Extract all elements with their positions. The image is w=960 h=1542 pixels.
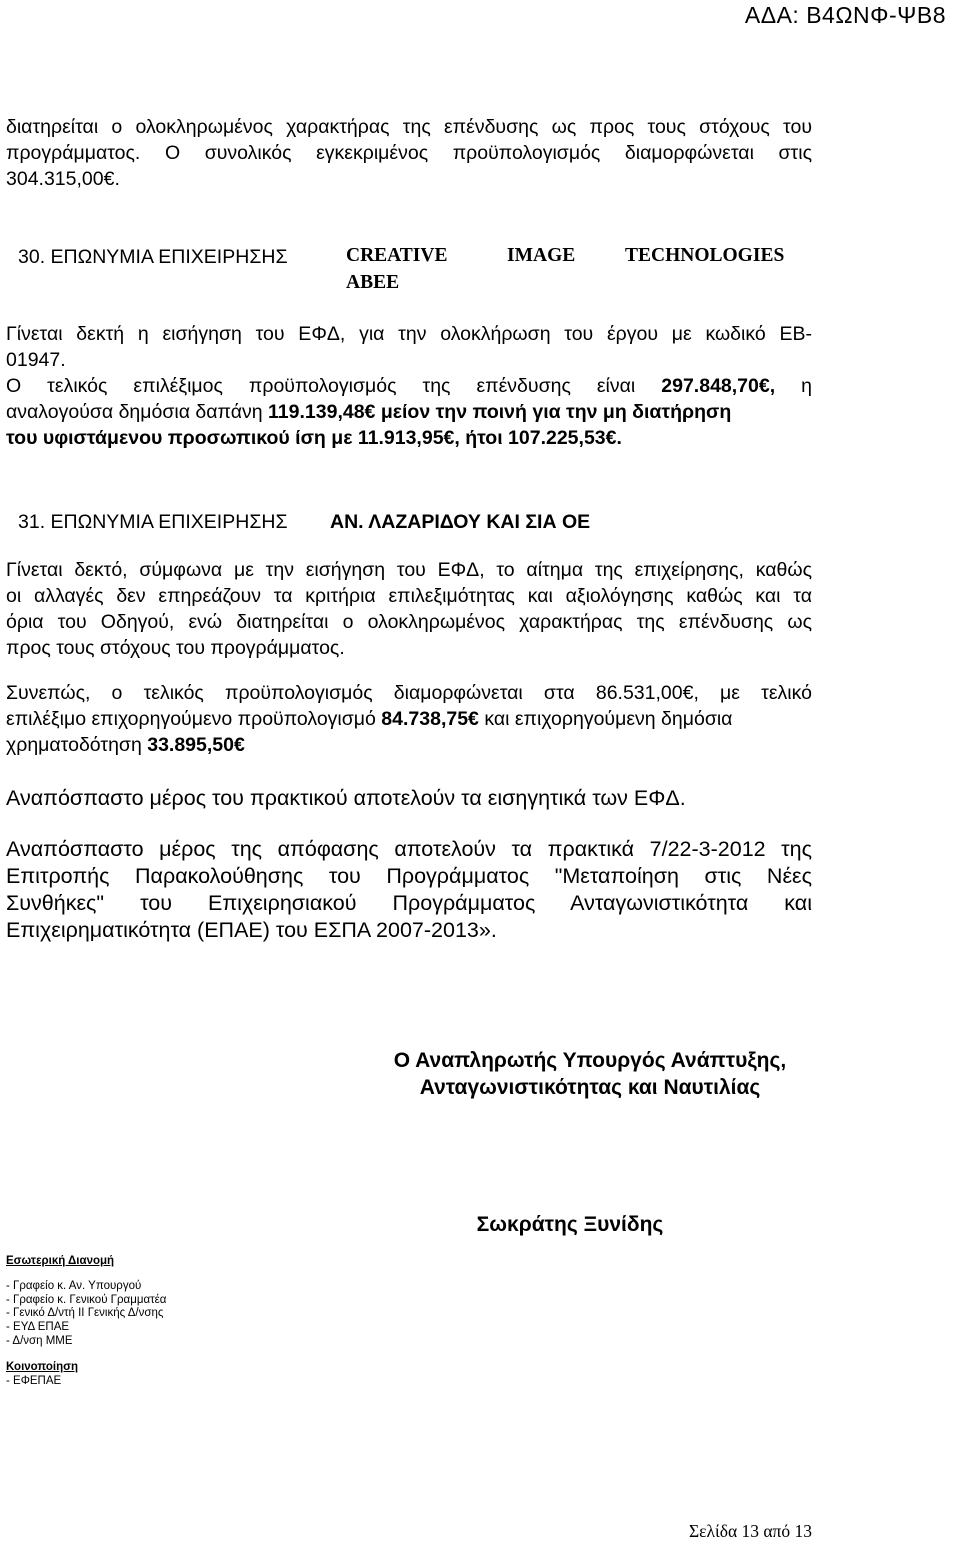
internal-distribution [6, 1255, 166, 1349]
item-30-line-5: του υφιστάμενου προσωπικού ίση με 11.913,95€, ήτοι 107.225,53€. [6, 427, 622, 449]
list-item: - ΕΥΔ ΕΠΑΕ [6, 1321, 70, 1334]
intro-line-3: 304.315,00€. [6, 168, 120, 190]
list-item: - Δ/νση ΜΜΕ [6, 1334, 73, 1347]
closing-p2-line-1: Αναπόσπαστο μέρος της απόφασης αποτελούν τα πρακτικά 7/22-3-2012 της [6, 837, 812, 861]
amount: 119.139,48€ μείον την ποινή για την μη διατήρηση [268, 401, 732, 423]
cc-distribution [6, 1361, 78, 1389]
company-name-word: ABEE [346, 272, 400, 293]
item-30-line-2: 01947. [6, 349, 66, 371]
item-31-p1-line-4: προς τους στόχους του προγράμματος. [6, 637, 345, 659]
item-30-label: 30. ΕΠΩΝΥΜΙΑ ΕΠΙΧΕΙΡΗΣΗΣ [18, 246, 288, 268]
closing-paragraph-1: Αναπόσπαστο μέρος του πρακτικού αποτελούν τα εισηγητικά των ΕΦΔ. [6, 786, 686, 810]
item-31-p2-line-3 [6, 733, 812, 759]
list-item: - Γραφείο κ. Γενικού Γραμματέα [6, 1293, 167, 1306]
cc-title: Κοινοποίηση [6, 1361, 78, 1373]
item-30-line-1: Γίνεται δεκτή η εισήγηση του ΕΦΔ, για την ολοκλήρωση του έργου με κωδικό ΕΒ- [6, 323, 812, 345]
text-segment: και επιχορηγούμενη δημόσια [484, 708, 733, 730]
text-segment: η [801, 375, 812, 397]
company-name-word: IMAGE [507, 245, 576, 266]
signatory-name: Σωκράτης Ξυνίδης [476, 1213, 664, 1236]
list-item: - Γραφείο κ. Αν. Υπουργού [6, 1279, 142, 1292]
closing-p2-line-4: Επιχειρηματικότητα (ΕΠΑΕ) του ΕΣΠΑ 2007-2013». [6, 918, 497, 942]
item-31-p1-line-1: Γίνεται δεκτό, σύμφωνα με την εισήγηση του ΕΦΔ, το αίτημα της επιχείρησης, καθώς [6, 559, 812, 581]
text-segment: χρηματοδότηση [6, 734, 142, 756]
list-item: - ΕΦΕΠΑΕ [6, 1374, 62, 1387]
company-name: ΑΝ. ΛΑΖΑΡΙΔΟΥ ΚΑΙ ΣΙΑ ΟΕ [330, 511, 591, 533]
company-name-word: CREATIVE [346, 245, 448, 266]
text-segment: αναλογούσα δημόσια δαπάνη [6, 401, 263, 423]
item-31-p2-line-2 [6, 707, 812, 733]
item-31-label: 31. ΕΠΩΝΥΜΙΑ ΕΠΙΧΕΙΡΗΣΗΣ [18, 511, 288, 533]
amount: 84.738,75€ [381, 708, 479, 730]
text-segment: επιλέξιμο επιχορηγούμενο προϋπολογισμό [6, 708, 376, 730]
text-segment: Ο τελικός επιλέξιμος προϋπολογισμός της επένδυσης είναι [6, 375, 636, 397]
intro-line-1: διατηρείται ο ολοκληρωμένος χαρακτήρας της επένδυσης ως προς τους στόχους του [6, 116, 812, 138]
internal-distribution-title: Εσωτερική Διανομή [6, 1255, 115, 1267]
company-name-word: TECHNOLOGIES [625, 245, 785, 266]
amount: 33.895,50€ [147, 734, 245, 756]
item-31-p1-line-3: όρια του Οδηγού, ενώ διατηρείται ο ολοκληρωμένος χαρακτήρας της επένδυσης ως [6, 611, 812, 633]
item-30-line-3 [6, 374, 812, 400]
list-item: - Γενικό Δ/ντή ΙΙ Γενικής Δ/νσης [6, 1307, 164, 1320]
signatory-title-line-1: Ο Αναπληρωτής Υπουργός Ανάπτυξης, [393, 1049, 787, 1072]
ada-code: ΑΔΑ: Β4ΩΝΦ-ΨΒ8 [744, 2, 946, 28]
item-31-p1-line-2: οι αλλαγές δεν επηρεάζουν τα κριτήρια επιλεξιμότητας και αξιολόγησης καθώς και τα [6, 585, 812, 607]
closing-p2-line-2: Επιτροπής Παρακολούθησης του Προγράμματος "Μεταποίηση στις Νέες [6, 864, 812, 888]
page-number: Σελίδα 13 από 13 [688, 1521, 812, 1541]
signatory-title-line-2: Ανταγωνιστικότητας και Ναυτιλίας [419, 1076, 761, 1099]
item-31-p2-line-1: Συνεπώς, ο τελικός προϋπολογισμός διαμορφώνεται στα 86.531,00€, με τελικό [6, 682, 812, 704]
intro-line-2: προγράμματος. Ο συνολικός εγκεκριμένος προϋπολογισμός διαμορφώνεται στις [6, 142, 812, 164]
closing-p2-line-3: Συνθήκες" του Επιχειρησιακού Προγράμματος Ανταγωνιστικότητα και [6, 891, 812, 915]
amount: 297.848,70€, [661, 375, 776, 397]
item-30-line-4 [6, 400, 812, 426]
